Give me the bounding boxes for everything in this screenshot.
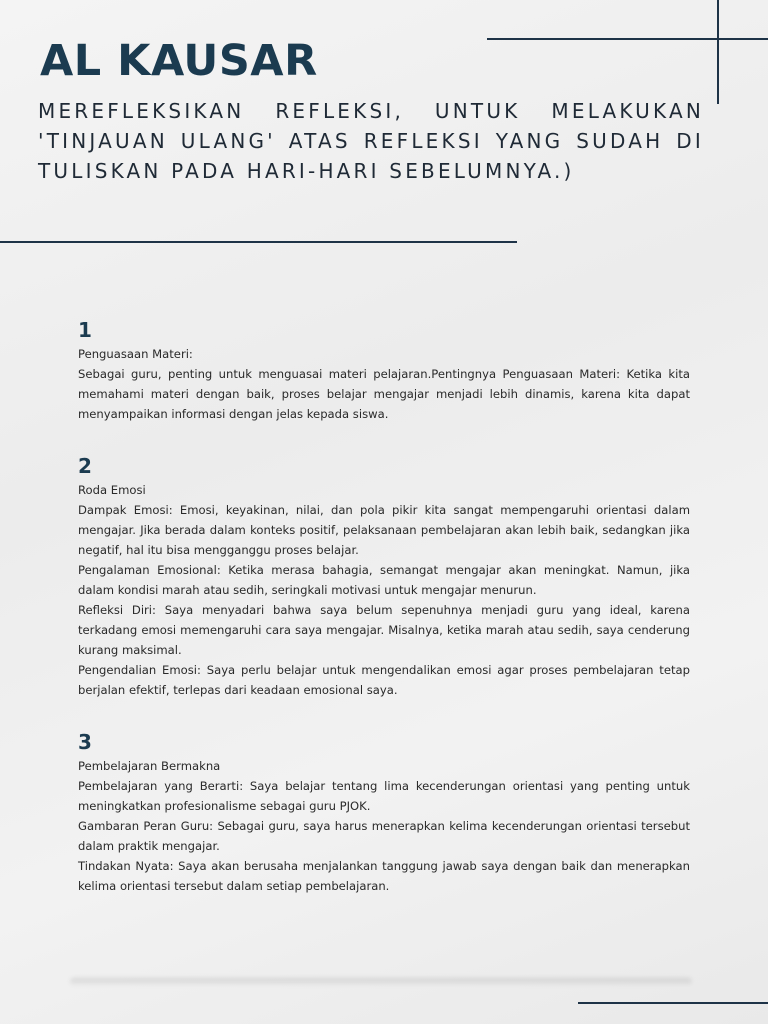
section-number: 1 bbox=[78, 318, 92, 342]
section-paragraph: Pembelajaran yang Berarti: Saya belajar tentang lima kecenderungan orientasi yang penting untuk meningkatkan profesionalisme sebagai guru PJOK. bbox=[78, 779, 690, 813]
section-number: 2 bbox=[78, 454, 92, 478]
bottom-right-line bbox=[578, 1002, 768, 1004]
section-paragraph: Gambaran Peran Guru: Sebagai guru, saya harus menerapkan kelima kecenderungan orientasi tersebut dalam praktik mengajar. bbox=[78, 819, 690, 853]
section-heading: Penguasaan Materi: bbox=[78, 347, 193, 361]
section-2 bbox=[78, 454, 690, 700]
top-right-horizontal-line bbox=[487, 38, 768, 40]
section-paragraph: Pengalaman Emosional: Ketika merasa bahagia, semangat mengajar akan meningkat. Namun, jika dalam kondisi marah atau sedih, seringkali motivasi untuk mengajar menurun. bbox=[78, 563, 690, 597]
section-heading: Pembelajaran Bermakna bbox=[78, 759, 221, 773]
bottom-shadow-bar bbox=[70, 978, 692, 986]
section-1 bbox=[78, 318, 690, 424]
top-right-vertical-line bbox=[717, 0, 719, 104]
section-paragraph: Sebagai guru, penting untuk menguasai materi pelajaran.Pentingnya Penguasaan Materi: Ketika kita memahami materi dengan baik, proses belajar mengajar menjadi lebih dinamis, karena kita dapat menyampaikan informasi dengan jelas kepada siswa. bbox=[78, 367, 690, 421]
section-3 bbox=[78, 730, 690, 896]
page-subtitle: MEREFLEKSIKAN REFLEKSI, UNTUK MELAKUKAN 'TINJAUAN ULANG' ATAS REFLEKSI YANG SUDAH DI TULISKAN PADA HARI-HARI SEBELUMNYA.) bbox=[38, 99, 704, 183]
section-paragraph: Dampak Emosi: Emosi, keyakinan, nilai, dan pola pikir kita sangat mempengaruhi orientasi dalam mengajar. Jika berada dalam konteks positif, pelaksanaan pembelajaran akan lebih baik, sedangkan jika negatif, hal itu bisa mengganggu proses belajar. bbox=[78, 503, 690, 557]
section-paragraph: Refleksi Diri: Saya menyadari bahwa saya belum sepenuhnya menjadi guru yang ideal, karena terkadang emosi memengaruhi cara saya mengajar. Misalnya, ketika marah atau sedih, saya cenderung kurang maksimal. bbox=[78, 603, 690, 657]
header-divider-line bbox=[0, 241, 517, 243]
page-title: AL KAUSAR bbox=[40, 36, 318, 86]
section-paragraph: Pengendalian Emosi: Saya perlu belajar untuk mengendalikan emosi agar proses pembelajaran tetap berjalan efektif, terlepas dari keadaan emosional saya. bbox=[78, 663, 690, 697]
reflection-content bbox=[78, 318, 690, 926]
section-number: 3 bbox=[78, 730, 92, 754]
section-paragraph: Tindakan Nyata: Saya akan berusaha menjalankan tanggung jawab saya dengan baik dan menerapkan kelima orientasi tersebut dalam setiap pembelajaran. bbox=[78, 859, 690, 893]
section-heading: Roda Emosi bbox=[78, 483, 146, 497]
